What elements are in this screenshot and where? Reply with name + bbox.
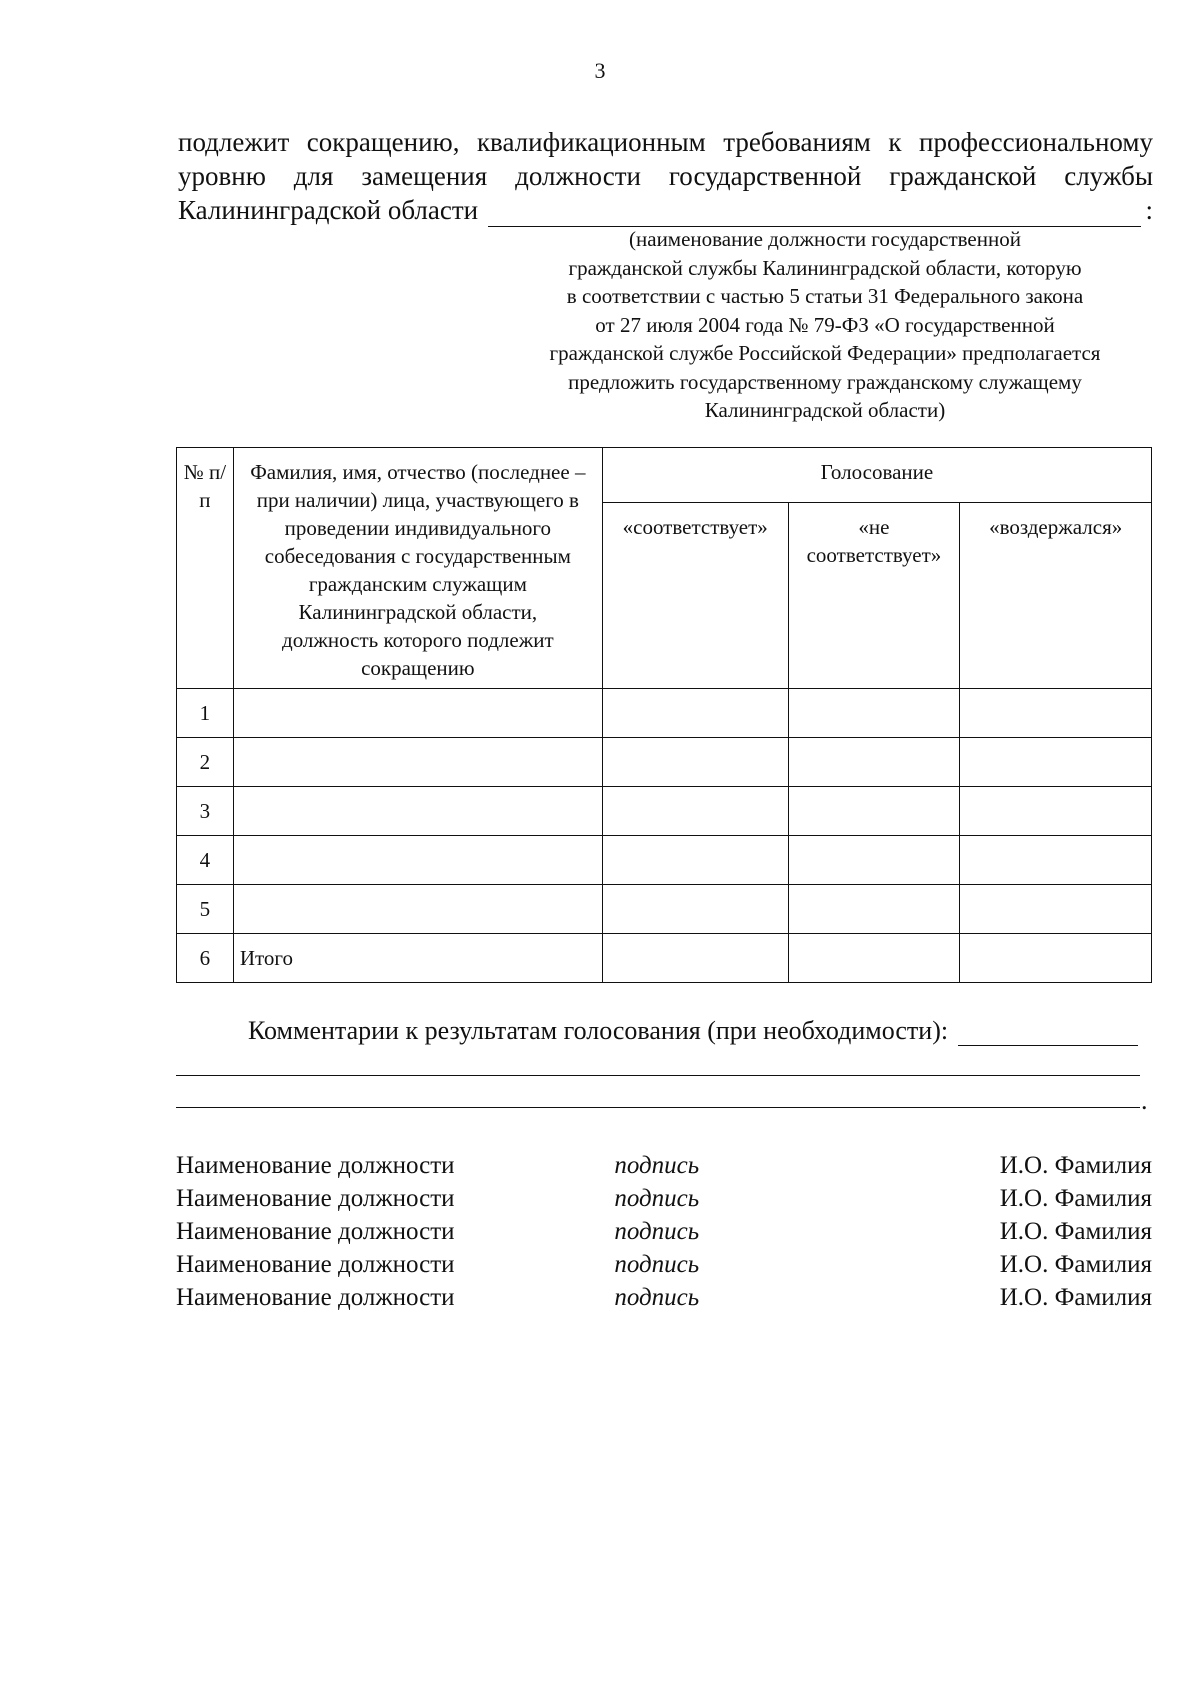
row-name-cell[interactable] xyxy=(233,738,602,787)
comments-label: Комментарии к результатам голосования (при необходимости): xyxy=(248,1016,949,1045)
table-row xyxy=(177,885,1152,934)
header-name: Фамилия, имя, отчество (последнее – при наличии) лица, участвующего в проведении индивидуального собеседования с государственным гражданским служащим Калининградской области, должность которого подлежит сокращению xyxy=(233,448,602,689)
table-row xyxy=(177,738,1152,787)
signature-placeholder: подпись xyxy=(614,1218,700,1245)
vote-abstained-total[interactable] xyxy=(960,934,1152,983)
signature-name: И.О. Фамилия xyxy=(999,1185,1152,1212)
vote-not-corresponds-cell[interactable] xyxy=(788,787,960,836)
intro-line-3 xyxy=(178,193,1153,227)
intro-paragraph xyxy=(178,125,1153,227)
vote-corresponds-cell[interactable] xyxy=(602,885,788,934)
vote-corresponds-cell[interactable] xyxy=(602,738,788,787)
vote-abstained-cell[interactable] xyxy=(960,738,1152,787)
signature-row xyxy=(176,1149,1152,1182)
comments-fill-in-line[interactable] xyxy=(958,1021,1138,1046)
row-number: 4 xyxy=(177,836,234,885)
total-label: Итого xyxy=(233,934,602,983)
note-line: от 27 июля 2004 года № 79-ФЗ «О государственной xyxy=(595,312,1055,337)
table-row xyxy=(177,836,1152,885)
row-number: 5 xyxy=(177,885,234,934)
intro-line-1: подлежит сокращению, квалификационным требованиям к профессиональному xyxy=(178,127,1153,157)
signature-placeholder: подпись xyxy=(614,1251,700,1278)
position-fill-in-line xyxy=(488,200,1141,227)
signature-position: Наименование должности xyxy=(176,1152,455,1179)
vote-not-corresponds-cell[interactable] xyxy=(788,836,960,885)
row-name-cell[interactable] xyxy=(233,689,602,738)
vote-abstained-cell[interactable] xyxy=(960,689,1152,738)
signature-row xyxy=(176,1215,1152,1248)
vote-not-corresponds-total[interactable] xyxy=(788,934,960,983)
table-row xyxy=(177,787,1152,836)
signature-placeholder: подпись xyxy=(614,1152,700,1179)
table-row xyxy=(177,689,1152,738)
signature-row xyxy=(176,1281,1152,1314)
note-line: в соответствии с частью 5 статьи 31 Федерального закона xyxy=(566,284,1084,308)
table-total-row xyxy=(177,934,1152,983)
signature-placeholder: подпись xyxy=(614,1284,700,1311)
vote-not-corresponds-cell[interactable] xyxy=(788,885,960,934)
note-line: гражданской службы Калининградской области, которую xyxy=(568,255,1082,280)
row-number: 3 xyxy=(177,787,234,836)
row-name-cell[interactable] xyxy=(233,787,602,836)
signature-position: Наименование должности xyxy=(176,1218,455,1245)
signature-name: И.О. Фамилия xyxy=(999,1218,1152,1245)
vote-not-corresponds-cell[interactable] xyxy=(788,738,960,787)
vote-corresponds-cell[interactable] xyxy=(602,787,788,836)
vote-corresponds-cell[interactable] xyxy=(602,689,788,738)
header-voting: Голосование xyxy=(602,448,1151,503)
row-name-cell[interactable] xyxy=(233,885,602,934)
row-name-cell[interactable] xyxy=(233,836,602,885)
vote-corresponds-cell[interactable] xyxy=(602,836,788,885)
header-corresponds: «соответствует» xyxy=(602,502,788,688)
intro-line-3-end: : xyxy=(1145,195,1153,225)
comments-fill-in-line-3[interactable] xyxy=(176,1107,1140,1108)
position-note xyxy=(500,225,1150,425)
row-number: 1 xyxy=(177,689,234,738)
row-number: 6 xyxy=(177,934,234,983)
vote-abstained-cell[interactable] xyxy=(960,885,1152,934)
signature-name: И.О. Фамилия xyxy=(999,1152,1152,1179)
signature-name: И.О. Фамилия xyxy=(999,1251,1152,1278)
note-line: Калининградской области) xyxy=(704,398,946,422)
note-line: предложить государственному гражданскому служащему xyxy=(568,369,1082,394)
vote-not-corresponds-cell[interactable] xyxy=(788,689,960,738)
comments-end-dot: . xyxy=(1141,1086,1148,1115)
signature-placeholder: подпись xyxy=(614,1185,700,1212)
note-line: (наименование должности государственной xyxy=(629,227,1021,251)
intro-line-3-text: Калининградской области xyxy=(178,195,479,225)
vote-abstained-cell[interactable] xyxy=(960,787,1152,836)
signature-position: Наименование должности xyxy=(176,1185,455,1212)
table-header-row xyxy=(177,448,1152,503)
row-number: 2 xyxy=(177,738,234,787)
header-num: № п/п xyxy=(177,448,234,689)
header-not-corresponds: «не соответствует» xyxy=(788,502,960,688)
signature-row xyxy=(176,1248,1152,1281)
voting-table xyxy=(176,447,1152,983)
signature-position: Наименование должности xyxy=(176,1284,455,1311)
intro-line-2: уровню для замещения должности государственной гражданской службы xyxy=(178,161,1153,191)
signature-name: И.О. Фамилия xyxy=(999,1284,1152,1311)
comments-fill-in-line-2[interactable] xyxy=(176,1075,1140,1076)
vote-abstained-cell[interactable] xyxy=(960,836,1152,885)
header-abstained: «воздержался» xyxy=(960,502,1152,688)
signature-row xyxy=(176,1182,1152,1215)
note-line: гражданской службе Российской Федерации» предполагается xyxy=(549,341,1101,365)
signature-position: Наименование должности xyxy=(176,1251,455,1278)
vote-corresponds-total[interactable] xyxy=(602,934,788,983)
page-number: 3 xyxy=(594,58,606,83)
comments-line xyxy=(248,1016,1148,1046)
